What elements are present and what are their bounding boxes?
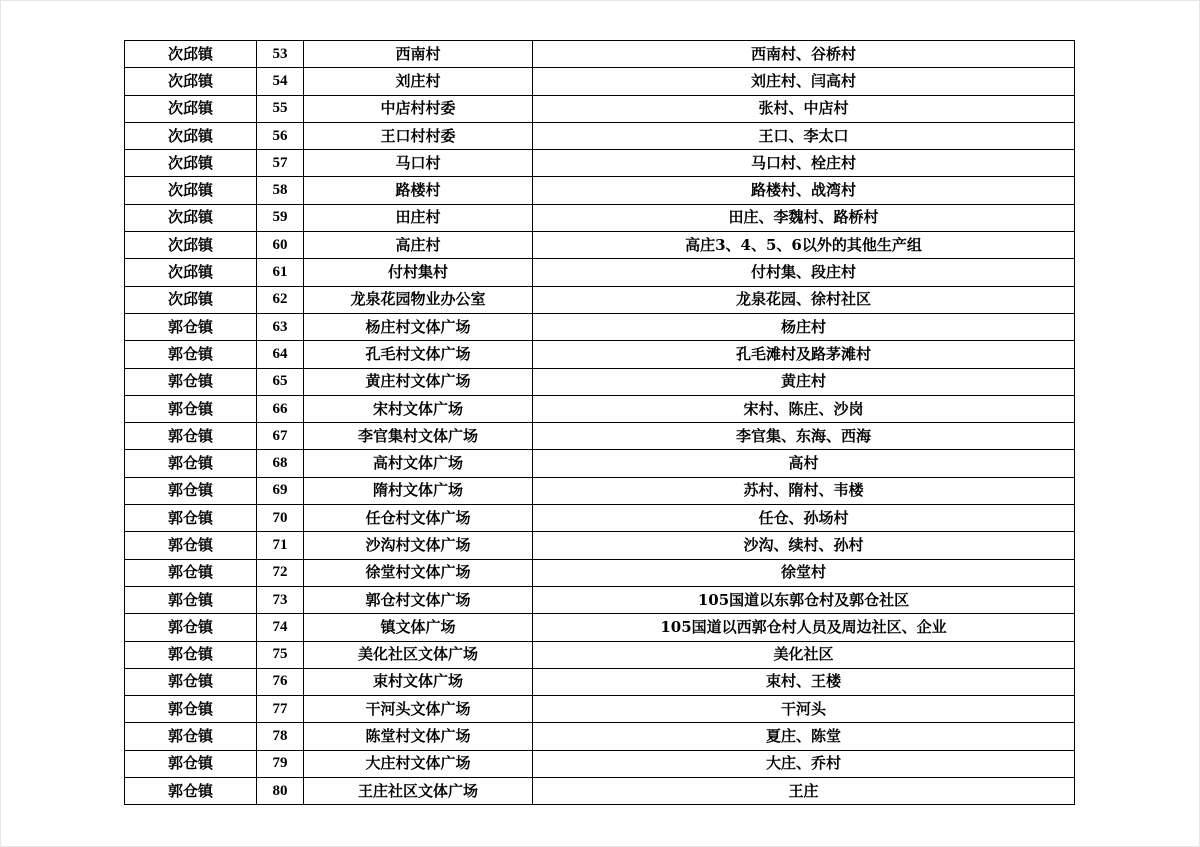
town-cell: 次邱镇 [125,41,257,68]
area-cell: 沙沟、续村、孙村 [533,532,1075,559]
number-cell: 64 [257,341,304,368]
area-cell: 龙泉花园、徐村社区 [533,286,1075,313]
site-cell: 孔毛村文体广场 [304,341,533,368]
table-row [125,450,1075,477]
table-row [125,259,1075,286]
number-cell: 78 [257,723,304,750]
table-row [125,341,1075,368]
table-row [125,95,1075,122]
site-cell: 高村文体广场 [304,450,533,477]
town-cell: 郭仓镇 [125,559,257,586]
town-cell: 郭仓镇 [125,586,257,613]
number-cell: 67 [257,423,304,450]
town-cell: 郭仓镇 [125,368,257,395]
area-cell: 田庄、李魏村、路桥村 [533,204,1075,231]
table-row [125,313,1075,340]
number-cell: 54 [257,68,304,95]
area-cell: 干河头 [533,696,1075,723]
area-cell: 孔毛滩村及路茅滩村 [533,341,1075,368]
site-cell: 王庄社区文体广场 [304,778,533,805]
number-cell: 76 [257,668,304,695]
town-cell: 郭仓镇 [125,778,257,805]
town-cell: 郭仓镇 [125,505,257,532]
table-row [125,204,1075,231]
site-cell: 路楼村 [304,177,533,204]
number-cell: 74 [257,614,304,641]
number-cell: 61 [257,259,304,286]
town-cell: 郭仓镇 [125,423,257,450]
area-cell: 杨庄村 [533,313,1075,340]
area-cell: 夏庄、陈堂 [533,723,1075,750]
area-cell: 美化社区 [533,641,1075,668]
site-cell: 宋村文体广场 [304,395,533,422]
table-row [125,232,1075,259]
table-row [125,150,1075,177]
table-row [125,505,1075,532]
town-cell: 郭仓镇 [125,750,257,777]
number-cell: 58 [257,177,304,204]
number-cell: 70 [257,505,304,532]
town-cell: 郭仓镇 [125,614,257,641]
area-cell: 高村 [533,450,1075,477]
site-cell: 镇文体广场 [304,614,533,641]
table-row [125,614,1075,641]
area-cell: 宋村、陈庄、沙岗 [533,395,1075,422]
number-cell: 77 [257,696,304,723]
number-cell: 63 [257,313,304,340]
area-cell: 徐堂村 [533,559,1075,586]
site-cell: 大庄村文体广场 [304,750,533,777]
site-cell: 高庄村 [304,232,533,259]
number-cell: 72 [257,559,304,586]
town-cell: 郭仓镇 [125,668,257,695]
table-row [125,586,1075,613]
table-row [125,532,1075,559]
table-row [125,559,1075,586]
table-row [125,122,1075,149]
area-cell: 苏村、隋村、韦楼 [533,477,1075,504]
site-cell: 付村集村 [304,259,533,286]
table-row [125,41,1075,68]
site-cell: 中店村村委 [304,95,533,122]
area-cell: 王口、李太口 [533,122,1075,149]
area-cell: 高庄3、4、5、6以外的其他生产组 [533,232,1075,259]
site-cell: 龙泉花园物业办公室 [304,286,533,313]
town-cell: 次邱镇 [125,177,257,204]
site-cell: 田庄村 [304,204,533,231]
town-cell: 次邱镇 [125,259,257,286]
site-cell: 陈堂村文体广场 [304,723,533,750]
table-row [125,668,1075,695]
area-cell: 李官集、东海、西海 [533,423,1075,450]
site-cell: 干河头文体广场 [304,696,533,723]
site-cell: 任仓村文体广场 [304,505,533,532]
town-cell: 郭仓镇 [125,450,257,477]
area-cell: 105国道以西郭仓村人员及周边社区、企业 [533,614,1075,641]
town-cell: 郭仓镇 [125,395,257,422]
town-cell: 次邱镇 [125,95,257,122]
site-cell: 西南村 [304,41,533,68]
area-cell: 大庄、乔村 [533,750,1075,777]
town-cell: 次邱镇 [125,204,257,231]
number-cell: 73 [257,586,304,613]
table-row [125,477,1075,504]
number-cell: 56 [257,122,304,149]
number-cell: 79 [257,750,304,777]
site-cell: 郭仓村文体广场 [304,586,533,613]
town-cell: 郭仓镇 [125,477,257,504]
town-cell: 郭仓镇 [125,341,257,368]
area-cell: 马口村、栓庄村 [533,150,1075,177]
town-cell: 次邱镇 [125,232,257,259]
table-row [125,177,1075,204]
table-row [125,68,1075,95]
area-cell: 付村集、段庄村 [533,259,1075,286]
site-cell: 黄庄村文体广场 [304,368,533,395]
town-cell: 次邱镇 [125,150,257,177]
town-cell: 郭仓镇 [125,532,257,559]
table-row [125,723,1075,750]
site-cell: 刘庄村 [304,68,533,95]
town-cell: 次邱镇 [125,286,257,313]
site-cell: 美化社区文体广场 [304,641,533,668]
number-cell: 60 [257,232,304,259]
table-body [125,41,1075,805]
area-cell: 西南村、谷桥村 [533,41,1075,68]
site-cell: 隋村文体广场 [304,477,533,504]
area-cell: 刘庄村、闫高村 [533,68,1075,95]
town-cell: 次邱镇 [125,122,257,149]
number-cell: 57 [257,150,304,177]
area-cell: 王庄 [533,778,1075,805]
number-cell: 59 [257,204,304,231]
table-row [125,423,1075,450]
area-cell: 路楼村、战湾村 [533,177,1075,204]
table-row [125,641,1075,668]
number-cell: 68 [257,450,304,477]
table-row [125,696,1075,723]
town-cell: 郭仓镇 [125,696,257,723]
area-cell: 束村、王楼 [533,668,1075,695]
site-cell: 李官集村文体广场 [304,423,533,450]
town-cell: 次邱镇 [125,68,257,95]
area-cell: 105国道以东郭仓村及郭仓社区 [533,586,1075,613]
site-cell: 束村文体广场 [304,668,533,695]
number-cell: 62 [257,286,304,313]
area-cell: 任仓、孙场村 [533,505,1075,532]
number-cell: 53 [257,41,304,68]
number-cell: 65 [257,368,304,395]
sites-table [124,40,1075,805]
town-cell: 郭仓镇 [125,723,257,750]
area-cell: 黄庄村 [533,368,1075,395]
number-cell: 71 [257,532,304,559]
table-row [125,778,1075,805]
site-cell: 杨庄村文体广场 [304,313,533,340]
number-cell: 66 [257,395,304,422]
number-cell: 69 [257,477,304,504]
site-cell: 王口村村委 [304,122,533,149]
table-row [125,750,1075,777]
table-row [125,286,1075,313]
site-cell: 沙沟村文体广场 [304,532,533,559]
area-cell: 张村、中店村 [533,95,1075,122]
table-row [125,395,1075,422]
number-cell: 55 [257,95,304,122]
number-cell: 75 [257,641,304,668]
number-cell: 80 [257,778,304,805]
site-cell: 马口村 [304,150,533,177]
site-cell: 徐堂村文体广场 [304,559,533,586]
table-row [125,368,1075,395]
town-cell: 郭仓镇 [125,641,257,668]
town-cell: 郭仓镇 [125,313,257,340]
